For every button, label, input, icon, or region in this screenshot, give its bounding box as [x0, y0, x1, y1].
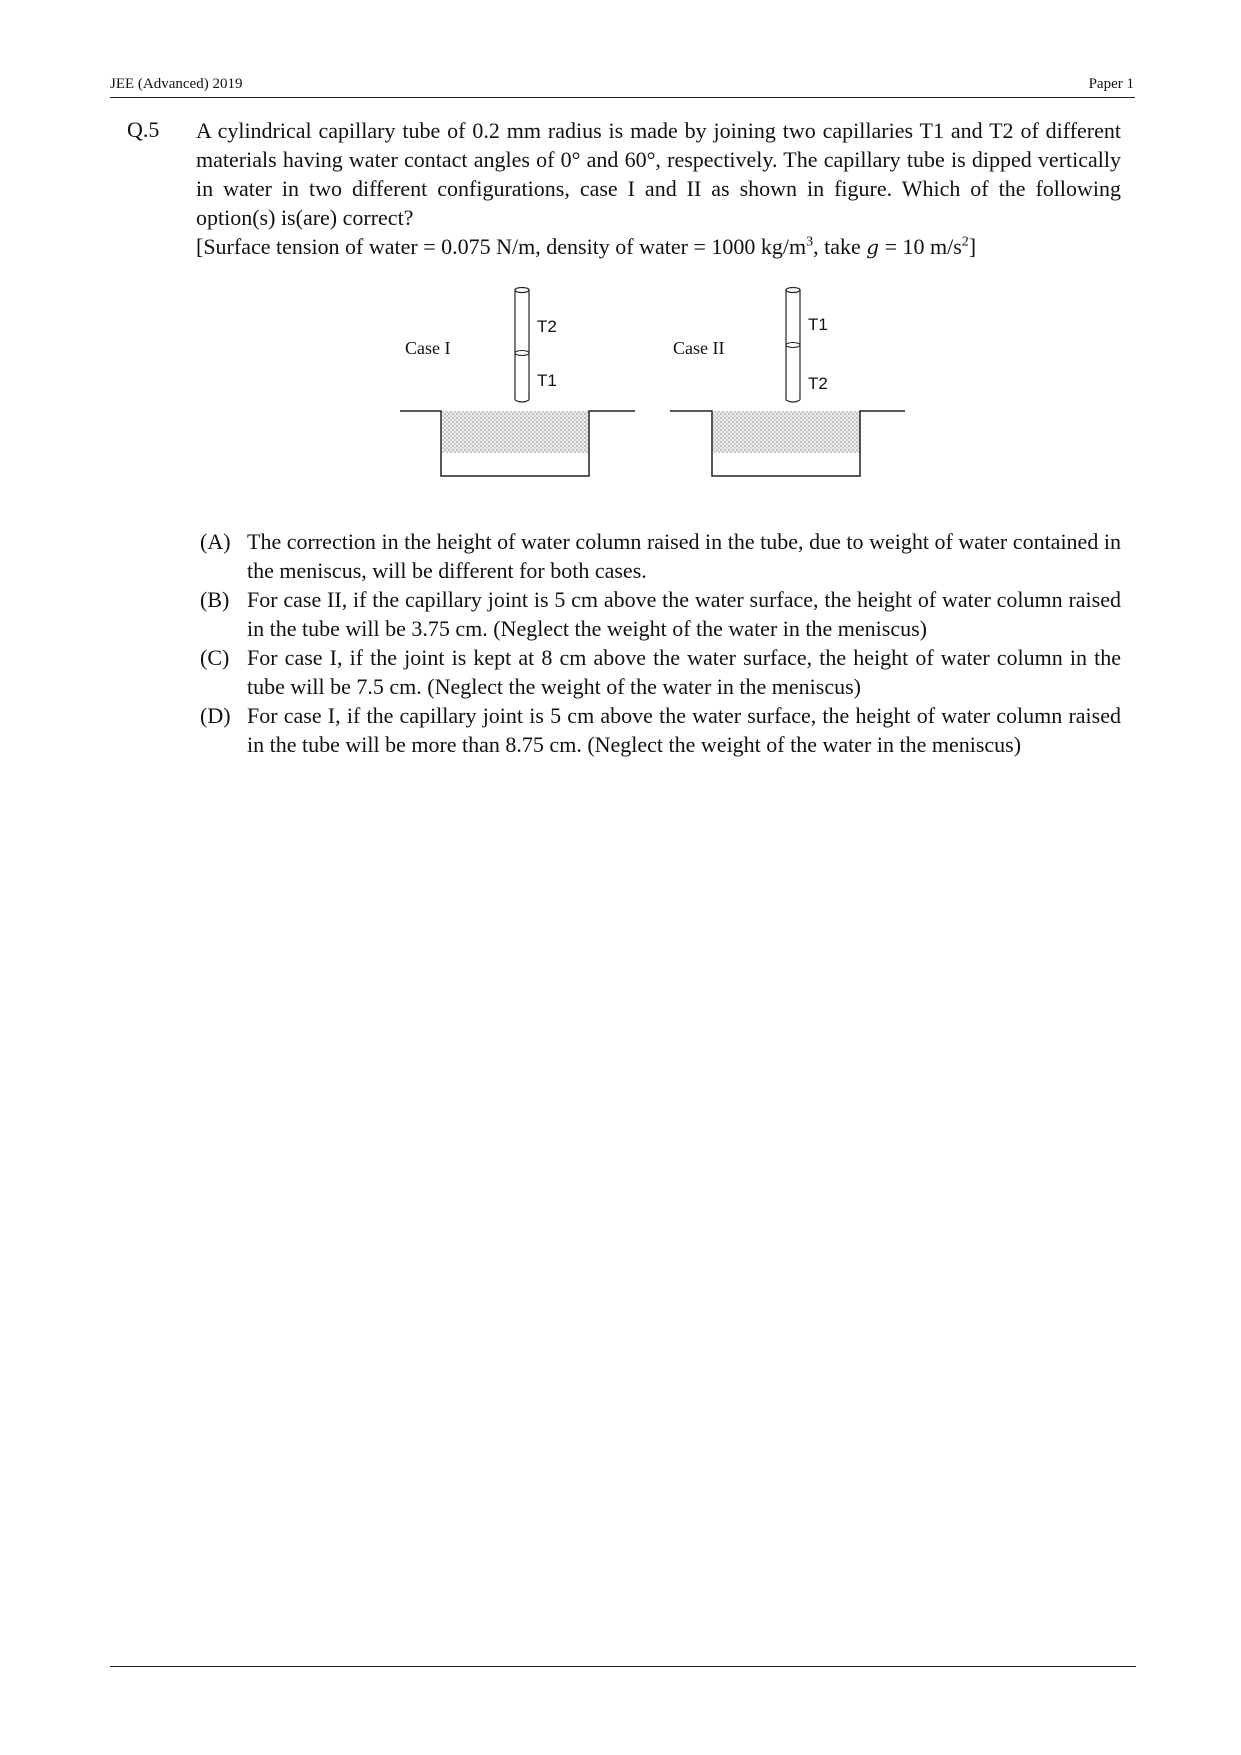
option-b — [200, 585, 1121, 643]
case-1-capillary-tube — [515, 288, 529, 403]
capillary-figure — [400, 285, 930, 490]
g-exponent: 2 — [961, 234, 969, 250]
option-text: For case I, if the joint is kept at 8 cm above the water surface, the height of water column in the tube will be 7.5 cm. (Neglect the weight of the water in the meniscus) — [247, 645, 1121, 699]
given-data — [196, 232, 1121, 262]
g-symbol: g — [866, 235, 880, 259]
case-2-top-tube-label: T1 — [808, 315, 828, 334]
option-text: For case I, if the capillary joint is 5 cm above the water surface, the height of water column raised in the tube will be more than 8.75 cm. (Neglect the weight of the water in the meniscus) — [247, 703, 1121, 757]
case-2-label: Case II — [673, 338, 725, 358]
case-1-label: Case I — [405, 338, 451, 358]
option-text: The correction in the height of water column raised in the tube, due to weight of water contained in the meniscus, will be different for both cases. — [247, 529, 1121, 583]
header-exam-title: JEE (Advanced) 2019 — [110, 76, 243, 92]
case-1-diagram — [400, 288, 635, 477]
option-d — [200, 701, 1121, 759]
option-text: For case II, if the capillary joint is 5 cm above the water surface, the height of water column raised in the tube will be 3.75 cm. (Neglect the weight of the water in the meniscus) — [247, 587, 1121, 641]
case-1-water-tank — [400, 411, 635, 476]
options-list — [200, 527, 1121, 759]
question-number: Q.5 — [127, 117, 160, 142]
case-2-water-tank — [670, 411, 905, 476]
case-2-capillary-tube — [786, 288, 800, 403]
case-1-bottom-tube-label: T1 — [537, 371, 557, 390]
given-open: [Surface tension of water = 0.075 N/m, density of water = 1000 kg/m — [196, 234, 807, 259]
option-a — [200, 527, 1121, 585]
header-paper-number: Paper 1 — [1088, 76, 1134, 92]
given-g-value: = 10 m/s — [879, 234, 962, 259]
option-label: (A) — [200, 529, 231, 554]
footer-rule — [110, 1666, 1136, 1667]
case-2-bottom-tube-label: T2 — [808, 374, 828, 393]
given-take: , take — [813, 234, 867, 259]
question-text: A cylindrical capillary tube of 0.2 mm radius is made by joining two capillaries T1 and T2 of different materials having water contact angles of 0° and 60°, respectively. The capillary tube is dipped vertically in water in two different configurations, case I and II as shown in figure. Which of the following option(s) is(are) correct? — [196, 118, 1121, 230]
density-exponent: 3 — [806, 234, 814, 250]
option-label: (B) — [200, 587, 230, 612]
header-rule — [110, 97, 1135, 98]
option-label: (C) — [200, 645, 230, 670]
question-body — [196, 116, 1121, 262]
case-1-top-tube-label: T2 — [537, 317, 557, 336]
case-2-diagram — [670, 288, 905, 477]
option-c — [200, 643, 1121, 701]
given-close: ] — [968, 234, 977, 259]
option-label: (D) — [200, 703, 231, 728]
